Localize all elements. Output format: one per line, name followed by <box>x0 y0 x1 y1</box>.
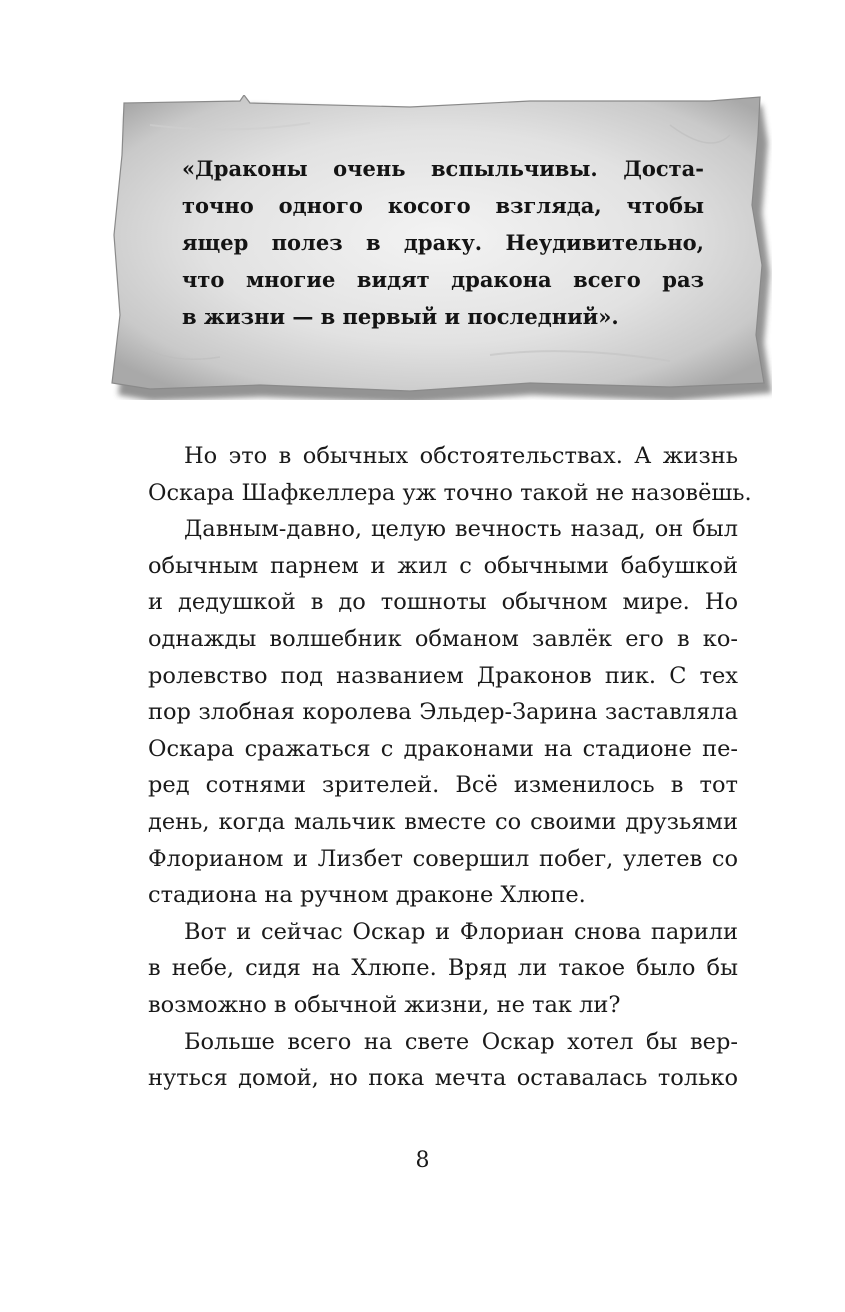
text-line: ред сотнями зрителей. Всё изменилось в тот <box>148 772 738 799</box>
text-line: Оскара сражаться с драконами на стадионе пе- <box>148 735 738 762</box>
text-line: пор злобная королева Эльдер-Зарина заставляла <box>148 699 738 726</box>
text-line: день, когда мальчик вместе со своими друзьями <box>148 808 738 835</box>
text-line: в небе, сидя на Хлюпе. Вряд ли такое было бы <box>148 955 738 982</box>
text-line: стадиона на ручном драконе Хлюпе. <box>148 882 586 909</box>
text-line: нуться домой, но пока мечта оставалась только <box>148 1065 738 1092</box>
text-line: Больше всего на свете Оскар хотел бы вер- <box>184 1028 738 1055</box>
text-line: ролевство под названием Драконов пик. С тех <box>148 662 738 689</box>
quote-line: в жизни — в первый и последний». <box>182 304 619 329</box>
text-line: возможно в обычной жизни, не так ли? <box>148 991 621 1018</box>
text-line: обычным парнем и жил с обычными бабушкой <box>148 552 738 579</box>
text-line: и дедушкой в до тошноты обычном мире. Но <box>148 589 738 616</box>
quote-line: что многие видят дракона всего раз <box>182 267 704 292</box>
quote-text <box>182 150 704 335</box>
quote-line: точно одного косого взгляда, чтобы <box>182 193 704 218</box>
page-number: 8 <box>415 1148 430 1173</box>
text-line: Но это в обычных обстоятельствах. А жизнь <box>184 443 738 469</box>
text-line: Флорианом и Лизбет совершил побег, улетев со <box>148 845 738 872</box>
text-line: однажды волшебник обманом завлёк его в ко- <box>148 625 738 652</box>
text-line: Вот и сейчас Оскар и Флориан снова парили <box>184 918 738 945</box>
body-text <box>148 438 752 1097</box>
text-line: Оскара Шафкеллера уж точно такой не назовёшь. <box>148 479 752 506</box>
quote-line: ящер полез в драку. Неудивительно, <box>182 230 704 255</box>
quote-line: «Драконы очень вспыльчивы. Доста- <box>182 156 704 181</box>
text-line: Давным-давно, целую вечность назад, он был <box>184 516 738 543</box>
